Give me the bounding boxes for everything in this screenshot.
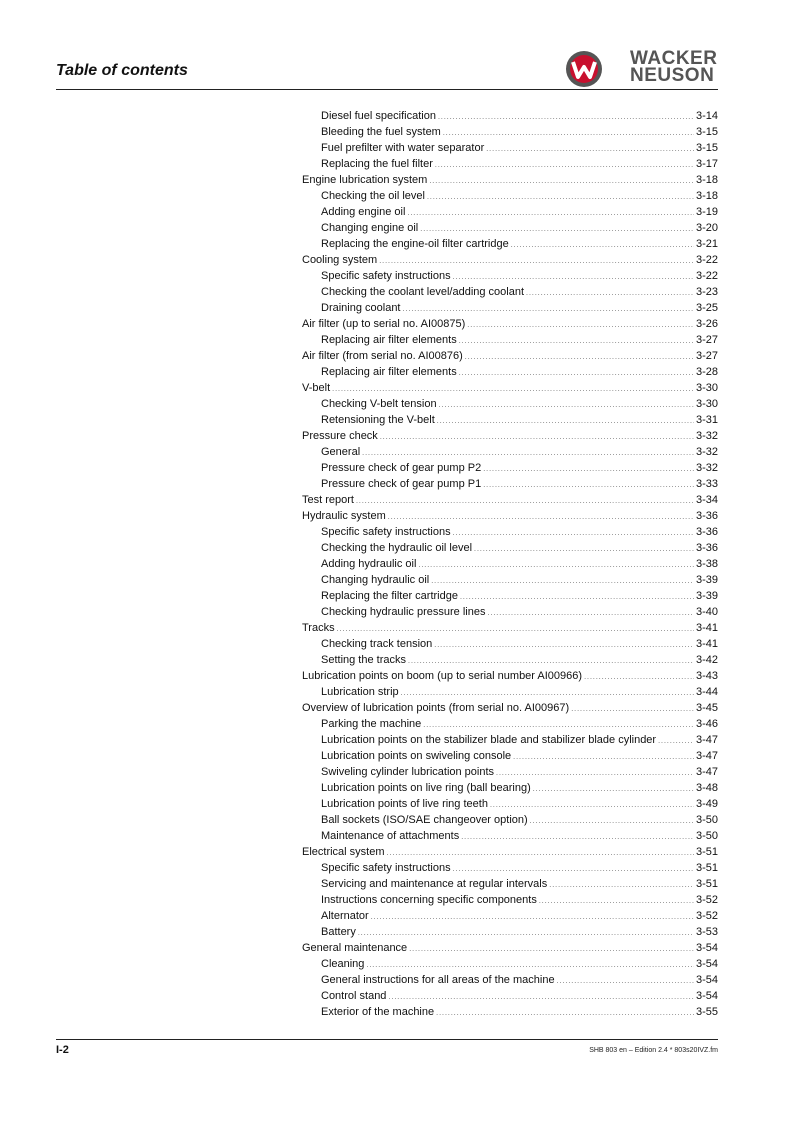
- toc-leader-dots: [409, 942, 694, 958]
- logo-text-wacker: WACKER: [630, 48, 718, 69]
- toc-leader-dots: [459, 334, 694, 350]
- toc-leader-dots: [427, 190, 694, 206]
- toc-entry-page: 3-41: [695, 638, 718, 650]
- table-of-contents: [302, 108, 718, 1020]
- toc-entry-page: 3-45: [695, 702, 718, 714]
- toc-entry[interactable]: [302, 460, 718, 476]
- toc-entry[interactable]: [302, 380, 718, 396]
- toc-entry-label: Replacing air filter elements: [321, 366, 457, 378]
- toc-leader-dots: [465, 350, 694, 366]
- toc-entry-label: Pressure check: [302, 430, 378, 442]
- toc-leader-dots: [388, 990, 694, 1006]
- toc-entry-label: Test report: [302, 494, 354, 506]
- toc-entry-page: 3-54: [695, 974, 718, 986]
- toc-entry-label: Checking the coolant level/adding coolant: [321, 286, 525, 298]
- toc-entry[interactable]: [302, 956, 718, 972]
- toc-entry[interactable]: [302, 908, 718, 924]
- toc-leader-dots: [658, 734, 694, 750]
- toc-entry[interactable]: [302, 1004, 718, 1020]
- toc-entry-label: Pressure check of gear pump P1: [321, 478, 482, 490]
- toc-entry-page: 3-39: [695, 574, 718, 586]
- toc-entry-page: 3-23: [695, 286, 718, 298]
- toc-entry-page: 3-32: [695, 446, 718, 458]
- toc-leader-dots: [483, 478, 694, 494]
- toc-leader-dots: [453, 526, 694, 542]
- toc-entry-label: Replacing the engine-oil filter cartridge: [321, 238, 509, 250]
- toc-entry[interactable]: [302, 508, 718, 524]
- toc-leader-dots: [549, 878, 694, 894]
- toc-entry-page: 3-27: [695, 350, 718, 362]
- toc-leader-dots: [530, 814, 694, 830]
- toc-entry-page: 3-52: [695, 910, 718, 922]
- toc-leader-dots: [436, 1006, 694, 1022]
- toc-entry-page: 3-38: [695, 558, 718, 570]
- toc-entry-label: Lubrication strip: [321, 686, 399, 698]
- toc-leader-dots: [407, 206, 694, 222]
- toc-entry-page: 3-51: [695, 878, 718, 890]
- toc-leader-dots: [438, 110, 694, 126]
- toc-entry[interactable]: [302, 764, 718, 780]
- toc-entry-label: Hydraulic system: [302, 510, 386, 522]
- toc-leader-dots: [380, 430, 694, 446]
- toc-entry-label: Replacing the filter cartridge: [321, 590, 458, 602]
- toc-entry-label: Replacing the fuel filter: [321, 158, 433, 170]
- toc-entry-label: Changing hydraulic oil: [321, 574, 430, 586]
- toc-entry[interactable]: [302, 588, 718, 604]
- toc-entry-label: Pressure check of gear pump P2: [321, 462, 482, 474]
- toc-entry-label: Specific safety instructions: [321, 270, 451, 282]
- toc-entry-page: 3-52: [695, 894, 718, 906]
- toc-entry-label: Specific safety instructions: [321, 862, 451, 874]
- toc-entry[interactable]: [302, 396, 718, 412]
- toc-entry-page: 3-54: [695, 958, 718, 970]
- toc-entry-page: 3-46: [695, 718, 718, 730]
- toc-entry[interactable]: [302, 988, 718, 1004]
- toc-entry-label: Lubrication points of live ring teeth: [321, 798, 488, 810]
- toc-entry-label: Parking the machine: [321, 718, 422, 730]
- toc-leader-dots: [557, 974, 694, 990]
- toc-entry-label: Lubrication points on boom (up to serial number AI00966): [302, 670, 583, 682]
- toc-leader-dots: [511, 238, 694, 254]
- toc-entry-page: 3-47: [695, 766, 718, 778]
- page-title: Table of contents: [56, 62, 188, 79]
- toc-entry-page: 3-51: [695, 846, 718, 858]
- wacker-neuson-emblem-icon: [564, 49, 604, 89]
- header-divider: [56, 89, 718, 90]
- toc-leader-dots: [571, 702, 694, 718]
- logo-text-neuson: NEUSON: [630, 65, 715, 86]
- toc-entry[interactable]: [302, 748, 718, 764]
- toc-entry-page: 3-33: [695, 478, 718, 490]
- toc-entry-page: 3-54: [695, 990, 718, 1002]
- toc-entry-page: 3-36: [695, 542, 718, 554]
- toc-entry-page: 3-18: [695, 174, 718, 186]
- toc-entry[interactable]: [302, 220, 718, 236]
- toc-entry[interactable]: [302, 524, 718, 540]
- toc-entry-page: 3-32: [695, 430, 718, 442]
- toc-leader-dots: [483, 462, 694, 478]
- toc-leader-dots: [356, 494, 694, 510]
- toc-entry-label: Checking hydraulic pressure lines: [321, 606, 486, 618]
- toc-entry[interactable]: [302, 780, 718, 796]
- toc-entry-label: General: [321, 446, 361, 458]
- toc-entry-page: 3-36: [695, 510, 718, 522]
- toc-entry[interactable]: [302, 812, 718, 828]
- toc-entry-label: Instructions concerning specific components: [321, 894, 537, 906]
- toc-entry-page: 3-15: [695, 126, 718, 138]
- toc-entry-page: 3-40: [695, 606, 718, 618]
- toc-entry-label: Checking track tension: [321, 638, 433, 650]
- toc-entry[interactable]: [302, 636, 718, 652]
- toc-entry-label: Air filter (from serial no. AI00876): [302, 350, 463, 362]
- footer-divider: [56, 1039, 718, 1040]
- toc-entry-label: Adding engine oil: [321, 206, 406, 218]
- toc-leader-dots: [461, 830, 694, 846]
- toc-entry-page: 3-39: [695, 590, 718, 602]
- toc-leader-dots: [431, 574, 694, 590]
- toc-entry-page: 3-47: [695, 750, 718, 762]
- toc-entry[interactable]: [302, 188, 718, 204]
- toc-leader-dots: [429, 174, 694, 190]
- toc-entry-page: 3-22: [695, 270, 718, 282]
- toc-entry[interactable]: [302, 316, 718, 332]
- toc-entry-label: Changing engine oil: [321, 222, 419, 234]
- toc-entry[interactable]: [302, 844, 718, 860]
- toc-entry-label: Specific safety instructions: [321, 526, 451, 538]
- toc-leader-dots: [371, 910, 694, 926]
- footer-edition: SHB 803 en – Edition 2.4 * 803s20IVZ.fm: [589, 1047, 718, 1054]
- toc-leader-dots: [460, 590, 694, 606]
- toc-entry-page: 3-28: [695, 366, 718, 378]
- toc-entry-label: Air filter (up to serial no. AI00875): [302, 318, 466, 330]
- toc-entry-page: 3-30: [695, 382, 718, 394]
- toc-leader-dots: [526, 286, 694, 302]
- toc-entry-page: 3-15: [695, 142, 718, 154]
- toc-entry-label: Control stand: [321, 990, 387, 1002]
- toc-entry[interactable]: [302, 108, 718, 124]
- toc-entry-label: Replacing air filter elements: [321, 334, 457, 346]
- toc-entry-page: 3-43: [695, 670, 718, 682]
- toc-leader-dots: [439, 398, 694, 414]
- toc-entry-page: 3-26: [695, 318, 718, 330]
- toc-entry-page: 3-48: [695, 782, 718, 794]
- toc-entry[interactable]: [302, 172, 718, 188]
- toc-leader-dots: [358, 926, 694, 942]
- toc-leader-dots: [487, 606, 694, 622]
- toc-entry[interactable]: [302, 348, 718, 364]
- toc-entry[interactable]: [302, 668, 718, 684]
- toc-entry-page: 3-49: [695, 798, 718, 810]
- toc-leader-dots: [418, 558, 694, 574]
- toc-entry-label: Alternator: [321, 910, 369, 922]
- toc-entry-label: Cooling system: [302, 254, 378, 266]
- toc-entry-page: 3-18: [695, 190, 718, 202]
- toc-entry-label: Swiveling cylinder lubrication points: [321, 766, 495, 778]
- toc-entry-label: Checking the hydraulic oil level: [321, 542, 473, 554]
- toc-entry[interactable]: [302, 860, 718, 876]
- toc-entry-page: 3-14: [695, 110, 718, 122]
- toc-entry-label: Draining coolant: [321, 302, 401, 314]
- toc-entry-page: 3-53: [695, 926, 718, 938]
- toc-leader-dots: [459, 366, 694, 382]
- toc-entry[interactable]: [302, 892, 718, 908]
- toc-entry[interactable]: [302, 732, 718, 748]
- toc-entry-page: 3-54: [695, 942, 718, 954]
- toc-entry-label: Adding hydraulic oil: [321, 558, 417, 570]
- toc-entry[interactable]: [302, 236, 718, 252]
- toc-entry-label: Maintenance of attachments: [321, 830, 460, 842]
- toc-entry[interactable]: [302, 332, 718, 348]
- toc-leader-dots: [539, 894, 694, 910]
- toc-entry-page: 3-22: [695, 254, 718, 266]
- toc-entry[interactable]: [302, 652, 718, 668]
- toc-entry[interactable]: [302, 268, 718, 284]
- toc-entry-page: 3-44: [695, 686, 718, 698]
- wacker-neuson-logo: [564, 47, 719, 87]
- toc-entry-label: Lubrication points on the stabilizer blade and stabilizer blade cylinder: [321, 734, 657, 746]
- toc-entry-label: Setting the tracks: [321, 654, 406, 666]
- toc-entry[interactable]: [302, 124, 718, 140]
- toc-entry-page: 3-55: [695, 1006, 718, 1018]
- toc-entry-label: General maintenance: [302, 942, 408, 954]
- toc-entry-page: 3-17: [695, 158, 718, 170]
- toc-leader-dots: [474, 542, 694, 558]
- toc-entry[interactable]: [302, 876, 718, 892]
- toc-entry-page: 3-19: [695, 206, 718, 218]
- toc-entry-label: Checking V-belt tension: [321, 398, 437, 410]
- toc-entry-label: Servicing and maintenance at regular intervals: [321, 878, 548, 890]
- toc-entry[interactable]: [302, 156, 718, 172]
- toc-entry-page: 3-27: [695, 334, 718, 346]
- toc-entry[interactable]: [302, 940, 718, 956]
- toc-entry-page: 3-20: [695, 222, 718, 234]
- toc-entry-page: 3-21: [695, 238, 718, 250]
- toc-entry-page: 3-41: [695, 622, 718, 634]
- toc-entry[interactable]: [302, 972, 718, 988]
- toc-entry-page: 3-51: [695, 862, 718, 874]
- toc-entry[interactable]: [302, 828, 718, 844]
- toc-entry-label: Retensioning the V-belt: [321, 414, 435, 426]
- toc-entry-label: Bleeding the fuel system: [321, 126, 441, 138]
- toc-entry[interactable]: [302, 620, 718, 636]
- toc-entry-label: Lubrication points on swiveling console: [321, 750, 512, 762]
- toc-entry[interactable]: [302, 252, 718, 268]
- toc-leader-dots: [584, 670, 694, 686]
- toc-entry-label: Electrical system: [302, 846, 385, 858]
- toc-entry[interactable]: [302, 428, 718, 444]
- toc-entry[interactable]: [302, 604, 718, 620]
- toc-entry-label: Diesel fuel specification: [321, 110, 436, 122]
- toc-entry[interactable]: [302, 284, 718, 300]
- toc-entry-page: 3-31: [695, 414, 718, 426]
- toc-entry-page: 3-32: [695, 462, 718, 474]
- toc-entry-label: Lubrication points on live ring (ball bearing): [321, 782, 531, 794]
- toc-entry[interactable]: [302, 540, 718, 556]
- toc-entry-label: Exterior of the machine: [321, 1006, 435, 1018]
- toc-entry[interactable]: [302, 796, 718, 812]
- toc-leader-dots: [513, 750, 694, 766]
- toc-entry[interactable]: [302, 924, 718, 940]
- toc-leader-dots: [434, 638, 694, 654]
- toc-entry-page: 3-50: [695, 814, 718, 826]
- toc-entry-label: Tracks: [302, 622, 335, 634]
- toc-entry-page: 3-25: [695, 302, 718, 314]
- footer-page-number: I-2: [56, 1044, 69, 1056]
- toc-entry-page: 3-47: [695, 734, 718, 746]
- toc-entry[interactable]: [302, 140, 718, 156]
- toc-entry[interactable]: [302, 204, 718, 220]
- toc-leader-dots: [533, 782, 694, 798]
- toc-entry[interactable]: [302, 492, 718, 508]
- toc-entry-page: 3-50: [695, 830, 718, 842]
- toc-entry-page: 3-34: [695, 494, 718, 506]
- toc-entry[interactable]: [302, 364, 718, 380]
- toc-entry-page: 3-42: [695, 654, 718, 666]
- toc-leader-dots: [437, 414, 694, 430]
- toc-entry[interactable]: [302, 300, 718, 316]
- toc-entry-label: Engine lubrication system: [302, 174, 428, 186]
- toc-entry[interactable]: [302, 684, 718, 700]
- toc-entry-label: Cleaning: [321, 958, 365, 970]
- toc-entry[interactable]: [302, 476, 718, 492]
- toc-leader-dots: [467, 318, 694, 334]
- toc-entry[interactable]: [302, 572, 718, 588]
- toc-entry-label: Battery: [321, 926, 356, 938]
- toc-entry-label: V-belt: [302, 382, 331, 394]
- toc-entry-label: Checking the oil level: [321, 190, 425, 202]
- toc-entry[interactable]: [302, 700, 718, 716]
- toc-leader-dots: [486, 142, 694, 158]
- toc-entry-label: Overview of lubrication points (from serial no. AI00967): [302, 702, 570, 714]
- toc-leader-dots: [435, 158, 694, 174]
- toc-entry-label: Ball sockets (ISO/SAE changeover option): [321, 814, 528, 826]
- toc-entry[interactable]: [302, 444, 718, 460]
- toc-entry-label: Fuel prefilter with water separator: [321, 142, 485, 154]
- toc-entry-page: 3-30: [695, 398, 718, 410]
- toc-entry[interactable]: [302, 556, 718, 572]
- toc-entry[interactable]: [302, 412, 718, 428]
- toc-entry-page: 3-36: [695, 526, 718, 538]
- toc-entry[interactable]: [302, 716, 718, 732]
- toc-entry-label: General instructions for all areas of the machine: [321, 974, 555, 986]
